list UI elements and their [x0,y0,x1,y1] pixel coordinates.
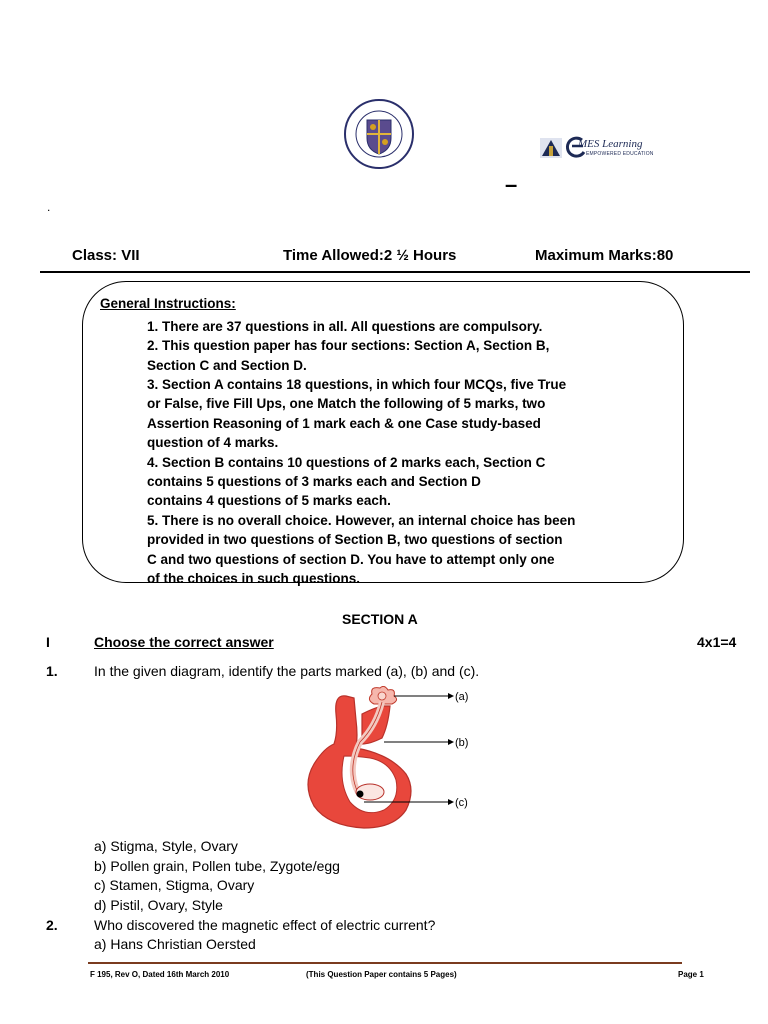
instructions-title: General Instructions: [100,296,236,311]
option-a: a) Stigma, Style, Ovary [94,838,238,854]
stray-dot: . [47,200,51,214]
instruction-line: Assertion Reasoning of 1 mark each & one Case study-based [147,416,541,431]
instruction-line: Section C and Section D. [147,358,307,373]
time-allowed: Time Allowed:2 ½ Hours [283,247,457,264]
diagram-label-b: (b) [455,737,469,749]
class-label: Class: VII [72,247,140,264]
instruction-line: 4. Section B contains 10 questions of 2 marks each, Section C [147,455,546,470]
diagram-label-c: (c) [455,797,468,809]
question-text: In the given diagram, identify the parts marked (a), (b) and (c). [94,663,480,679]
header-rule [40,271,750,273]
instruction-line: or False, five Fill Ups, one Match the following of 5 marks, two [147,396,546,411]
question-number: 2. [46,917,58,933]
part-title: Choose the correct answer [94,634,274,650]
footer-page-number: Page 1 [678,970,704,979]
part-marks: 4x1=4 [697,634,737,650]
instruction-line: 5. There is no overall choice. However, an internal choice has been [147,513,576,528]
title-dash: – [505,172,518,197]
question-number: 1. [46,663,58,679]
instruction-line: 2. This question paper has four sections: Section A, Section B, [147,338,550,353]
diagram-label-a: (a) [455,691,469,703]
footer-page-count: (This Question Paper contains 5 Pages) [306,970,457,979]
instruction-line: contains 4 questions of 5 marks each. [147,493,391,508]
instruction-line: 3. Section A contains 18 questions, in which four MCQs, five True [147,377,567,392]
emes-logo-text: MES Learning [578,138,643,150]
footer-form-code: F 195, Rev O, Dated 16th March 2010 [90,970,230,979]
footer-rule [88,962,682,964]
pistil-diagram [298,686,484,832]
instruction-line: of the choices in such questions. [147,571,361,586]
instruction-line: contains 5 questions of 3 marks each and Section D [147,474,481,489]
option-c: c) Stamen, Stigma, Ovary [94,877,255,893]
instruction-line: provided in two questions of Section B, two questions of section [147,532,563,547]
maximum-marks: Maximum Marks:80 [535,247,674,264]
school-crest-icon [343,98,415,170]
question-text: Who discovered the magnetic effect of electric current? [94,917,436,933]
instruction-line: 1. There are 37 questions in all. All questions are compulsory. [147,319,543,334]
option-a: a) Hans Christian Oersted [94,936,256,952]
emes-logo-subtitle: EMPOWERED EDUCATION [586,151,654,157]
option-d: d) Pistil, Ovary, Style [94,897,223,913]
part-number: I [46,634,50,650]
option-b: b) Pollen grain, Pollen tube, Zygote/egg [94,858,340,874]
section-title: SECTION A [342,611,418,627]
instruction-line: C and two questions of section D. You have to attempt only one [147,552,555,567]
instruction-line: question of 4 marks. [147,435,279,450]
